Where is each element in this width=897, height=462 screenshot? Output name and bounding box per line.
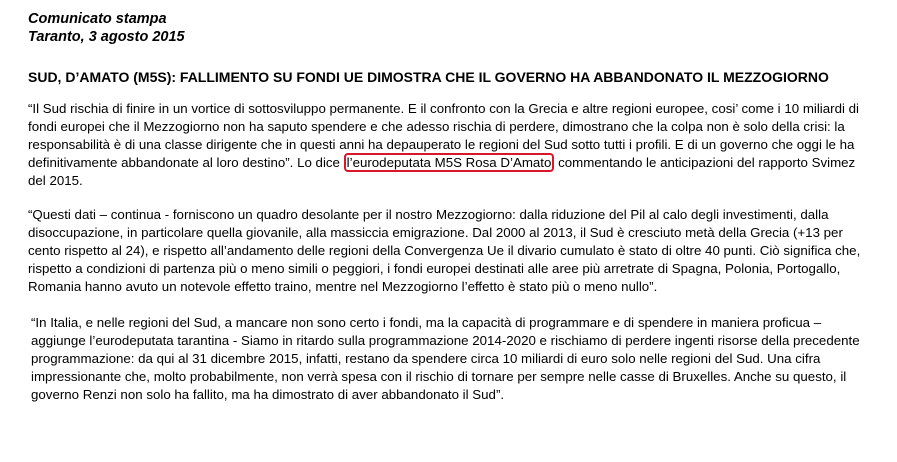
paragraph-1-text-end: commentando le anticipazioni del rapporto Svimez del 2015. bbox=[28, 155, 856, 188]
place-date: Taranto, 3 agosto 2015 bbox=[28, 29, 185, 45]
document-label: Comunicato stampa bbox=[28, 11, 167, 27]
paragraph-3: “In Italia, e nelle regioni del Sud, a mancare non sono certo i fondi, ma la capacità di programmare e di spendere in maniera proficua – aggiunge l’eurodeputata tarantina - Siamo in ritardo sulla programmazione 2014-2020 e rischiamo di perdere ingenti risorse della precedente programmazione: da qui al 31 dicembre 2015, infatti, restano da spendere circa 10 miliardi di euro solo nelle regioni del Sud. Una cifra impressionante che, molto probabilmente, non verrà spesa con il rischio di tornare per sempre nelle casse di Bruxelles. Anche su questo, il governo Renzi non solo ha fallito, ma ha dimostrato di aver abbandonato il Sud”. bbox=[31, 315, 860, 402]
press-release-document bbox=[28, 10, 873, 404]
paragraph-2: “Questi dati – continua - forniscono un quadro desolante per il nostro Mezzogiorno: dalla riduzione del Pil al calo degli investimenti, dalla disoccupazione, in particolare quella giovanile, alla massiccia emigrazione. Dal 2000 al 2013, il Sud è cresciuto metà della Grecia (+13 per cento rispetto al 24), e rispetto all’andamento delle regioni della Convergenza Ue il divario cumulato è stato di oltre 40 punti. Ciò significa che, rispetto a condizioni di partenza più o meno simili o peggiori, i fondi europei destinati alle aree più arretrate di Spagna, Polonia, Portogallo, Romania hanno avuto un notevole effetto traino, mentre nel Mezzogiorno l’effetto è stato più o meno nullo”. bbox=[28, 207, 861, 294]
paragraph-1 bbox=[28, 100, 873, 190]
highlighted-author-name: l’eurodeputata M5S Rosa D’Amato bbox=[344, 153, 555, 172]
headline: SUD, D’AMATO (M5S): FALLIMENTO SU FONDI UE DIMOSTRA CHE IL GOVERNO HA ABBANDONATO IL MEZZOGIORNO bbox=[28, 69, 829, 85]
paragraph-1-text-start: “Il Sud rischia di finire in un vortice di sottosviluppo permanente. E il confronto con la Grecia e altre regioni europee, cosi’ come i 10 miliardi di fondi europei che il Mezzogiorno non ha saputo spendere e che adesso rischia di perdere, dimostrano che la colpa non è solo della crisi: la responsabilità è di una classe dirigente che in questi anni ha depauperato le regioni del Sud sotto tutti i profili. E di un governo che oggi le ha definitivamente abbandonate al loro destino”. Lo dice bbox=[28, 101, 859, 170]
